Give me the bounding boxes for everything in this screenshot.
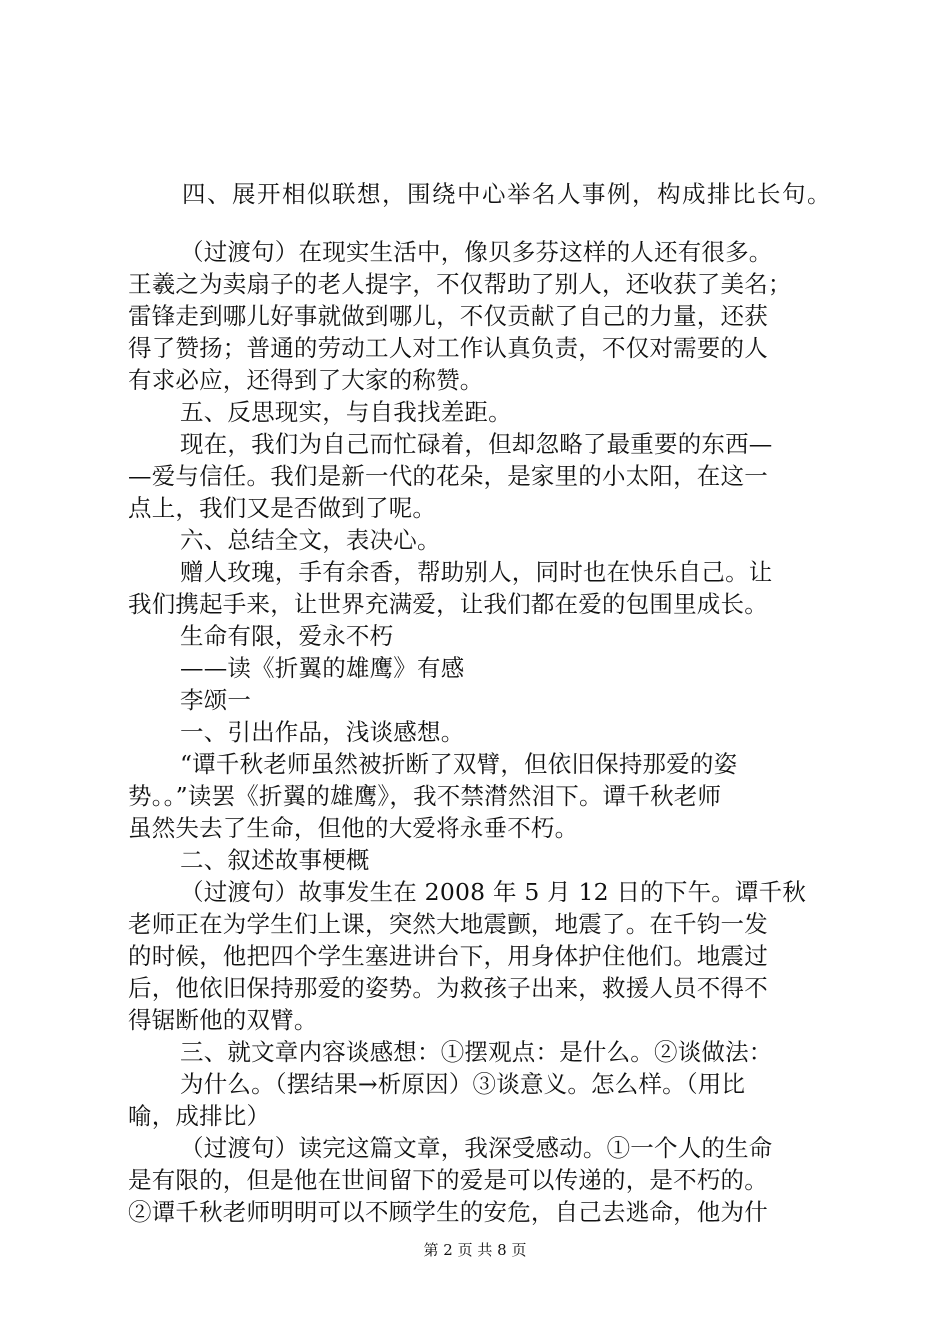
paragraph-line: （过渡句）故事发生在 2008 年 5 月 12 日的下午。谭千秋 — [180, 878, 807, 906]
paragraph-line: ②谭千秋老师明明可以不顾学生的安危，自己去逃命，他为什 — [128, 1198, 768, 1226]
paragraph-line: 老师正在为学生们上课，突然大地震颤，地震了。在千钧一发 — [128, 910, 768, 938]
paragraph-line: 后，他依旧保持那爱的姿势。为救孩子出来，救援人员不得不 — [128, 974, 768, 1002]
page-number-footer: 第 2 页 共 8 页 — [423, 1241, 527, 1259]
paragraph-line: （过渡句）读完这篇文章，我深受感动。①一个人的生命 — [180, 1134, 773, 1162]
paragraph-line: 我们携起手来，让世界充满爱，让我们都在爱的包围里成长。 — [128, 590, 768, 618]
paragraph-line: 虽然失去了生命，但他的大爱将永垂不朽。 — [128, 814, 579, 842]
paragraph-line: 的时候，他把四个学生塞进讲台下，用身体护住他们。地震过 — [128, 942, 768, 970]
section-heading-1: 一、引出作品，浅谈感想。 — [180, 718, 465, 746]
article-subtitle: ——读《折翼的雄鹰》有感 — [180, 654, 465, 682]
paragraph-line: “谭千秋老师虽然被折断了双臂，但依旧保持那爱的姿 — [180, 750, 738, 778]
section-heading-3: 三、就文章内容谈感想：①摆观点：是什么。②谈做法： — [180, 1038, 773, 1066]
paragraph-line: 现在，我们为自己而忙碌着，但却忽略了最重要的东西— — [180, 430, 773, 458]
paragraph-line: 为什么。（摆结果→析原因）③谈意义。怎么样。（用比 — [180, 1070, 746, 1098]
paragraph-line: —爱与信任。我们是新一代的花朵，是家里的小太阳，在这一 — [128, 462, 768, 490]
section-heading-4: 四、展开相似联想，围绕中心举名人事例，构成排比长句。 — [182, 180, 832, 208]
paragraph-line: 雷锋走到哪儿好事就做到哪儿，不仅贡献了自己的力量，还获 — [128, 302, 768, 330]
paragraph-line: 点上，我们又是否做到了呢。 — [128, 494, 437, 522]
paragraph-line: 喻，成排比） — [128, 1102, 271, 1130]
paragraph-line: 得锯断他的双臂。 — [128, 1006, 318, 1034]
paragraph-line: 有求必应，还得到了大家的称赞。 — [128, 366, 484, 394]
section-heading-6: 六、总结全文，表决心。 — [180, 526, 441, 554]
paragraph-line: 赠人玫瑰，手有余香，帮助别人，同时也在快乐自己。让 — [180, 558, 773, 586]
paragraph-line: 势。。”读罢《折翼的雄鹰》，我不禁潸然泪下。谭千秋老师 — [128, 782, 722, 810]
article-title: 生命有限，爱永不朽 — [180, 622, 394, 650]
section-heading-5: 五、反思现实，与自我找差距。 — [180, 398, 512, 426]
paragraph-line: 得了赞扬；普通的劳动工人对工作认真负责，不仅对需要的人 — [128, 334, 768, 362]
paragraph-line: （过渡句）在现实生活中，像贝多芬这样的人还有很多。 — [180, 238, 773, 266]
author-name: 李颂一 — [180, 686, 252, 714]
paragraph-line: 是有限的，但是他在世间留下的爱是可以传递的，是不朽的。 — [128, 1166, 768, 1194]
paragraph-line: 王羲之为卖扇子的老人提字，不仅帮助了别人，还收获了美名； — [128, 270, 792, 298]
section-heading-2: 二、叙述故事梗概 — [180, 846, 370, 874]
